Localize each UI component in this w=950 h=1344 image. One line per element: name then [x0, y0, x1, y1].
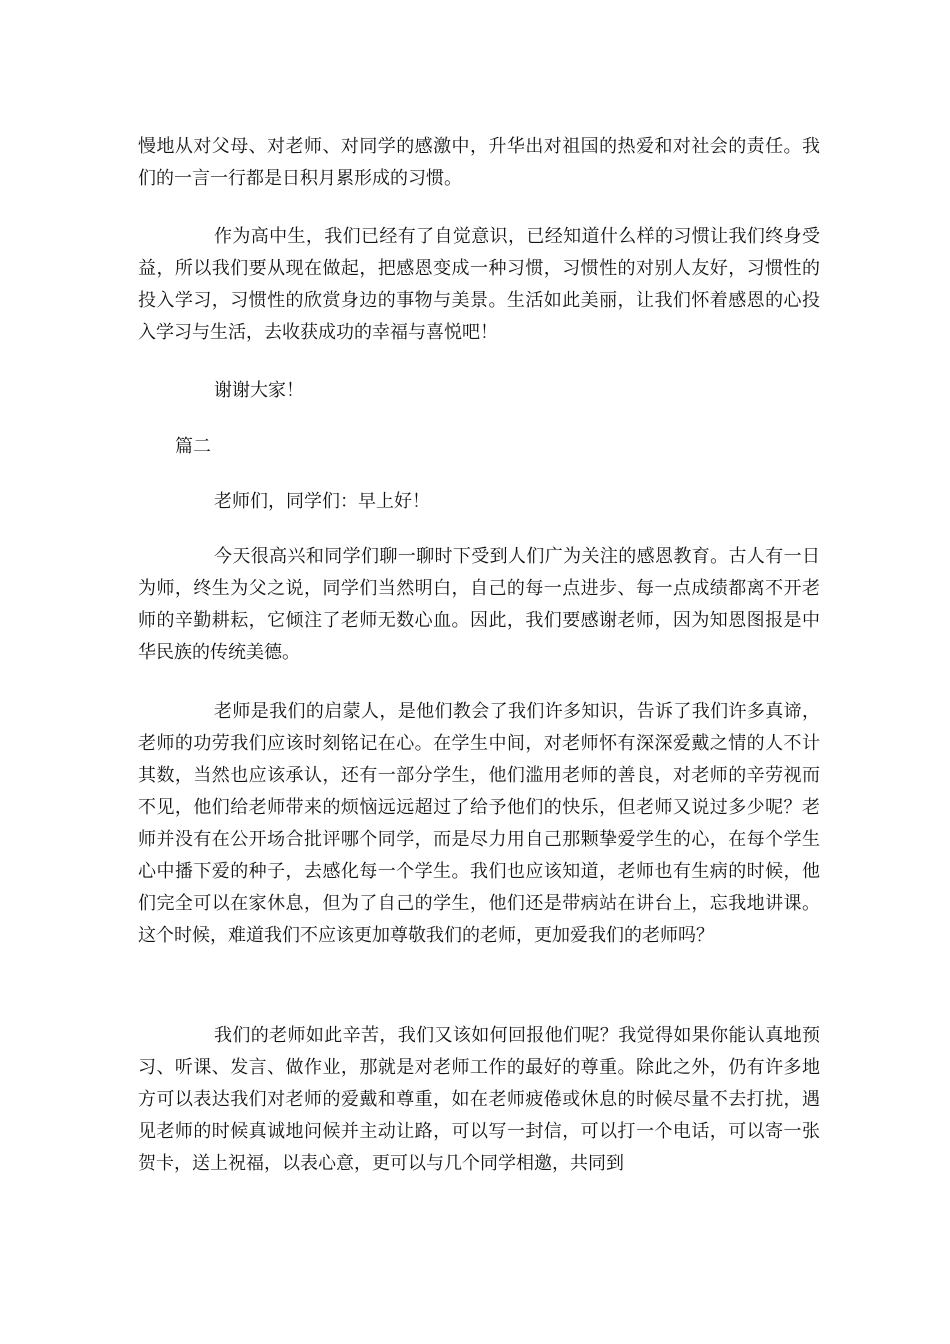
paragraph-thanks: 谢谢大家！	[214, 380, 304, 401]
paragraph-gratitude-conclusion: 慢地从对父母、对老师、对同学的感激中，升华出对祖国的热爱和对社会的责任。我们的一言一行都是日积月累形成的习惯。	[138, 136, 820, 189]
paragraph-introduction: 今天很高兴和同学们聊一聊时下受到人们广为关注的感恩教育。古人有一日为师，终生为父之说，同学们当然明白，自己的每一点进步、每一点成绩都离不开老师的辛勤耕耘，它倾注了老师无数心血。因此，我们要感谢老师，因为知恩图报是中华民族的传统美德。	[138, 546, 820, 663]
paragraph-greeting: 老师们，同学们：早上好！	[214, 491, 430, 512]
paragraph-habit: 作为高中生，我们已经有了自觉意识，已经知道什么样的习惯让我们终身受益，所以我们要从现在做起，把感恩变成一种习惯，习惯性的对别人友好，习惯性的投入学习，习惯性的欣赏身边的事物与美景。生活如此美丽，让我们怀着感恩的心投入学习与生活，去收获成功的幸福与喜悦吧！	[138, 226, 820, 343]
paragraph-repay-teachers: 我们的老师如此辛苦，我们又该如何回报他们呢？我觉得如果你能认真地预习、听课、发言、做作业，那就是对老师工作的最好的尊重。除此之外，仍有许多地方可以表达我们对老师的爱戴和尊重，如在老师疲倦或休息的时候尽量不去打扰，遇见老师的时候真诚地问候并主动让路，可以写一封信，可以打一个电话，可以寄一张贺卡，送上祝福，以表心意，更可以与几个同学相邀，共同到	[138, 1025, 820, 1174]
paragraph-teacher-role: 老师是我们的启蒙人，是他们教会了我们许多知识，告诉了我们许多真谛，老师的功劳我们应该时刻铭记在心。在学生中间，对老师怀有深深爱戴之情的人不计其数，当然也应该承认，还有一部分学生，他们滥用老师的善良，对老师的辛劳视而不见，他们给老师带来的烦恼远远超过了给予他们的快乐，但老师又说过多少呢？老师并没有在公开场合批评哪个同学，而是尽力用自己那颗挚爱学生的心，在每个学生心中播下爱的种子，去感化每一个学生。我们也应该知道，老师也有生病的时候，他们完全可以在家休息，但为了自己的学生，他们还是带病站在讲台上，忘我地讲课。这个时候，难道我们不应该更加尊敬我们的老师，更加爱我们的老师吗？	[138, 701, 820, 946]
section-heading: 篇二	[175, 436, 211, 457]
